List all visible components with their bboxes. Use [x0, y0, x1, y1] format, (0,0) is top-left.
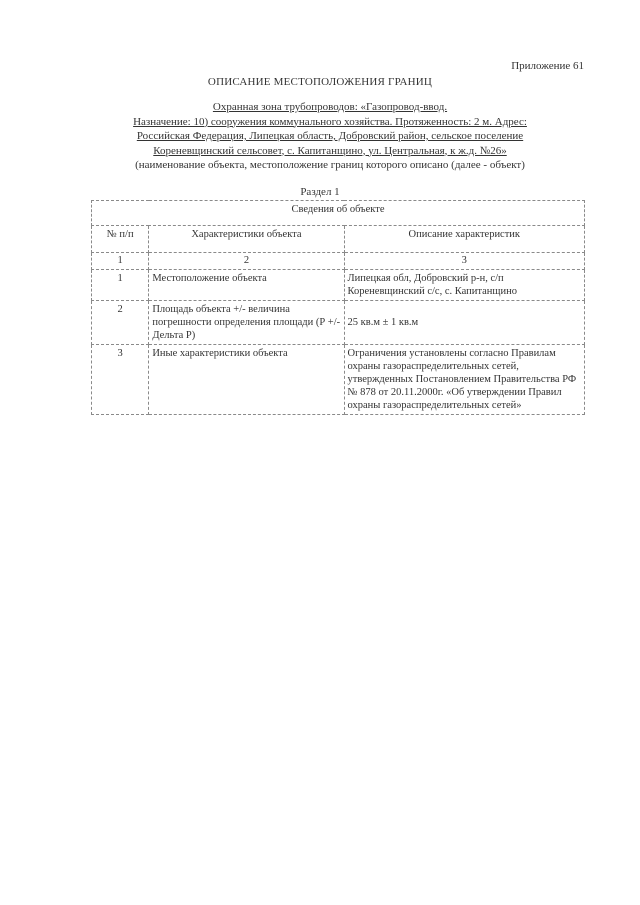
header-characteristic: Характеристики объекта	[149, 226, 344, 253]
document-title: ОПИСАНИЕ МЕСТОПОЛОЖЕНИЯ ГРАНИЦ	[207, 76, 433, 88]
row-characteristic: Иные характеристики объекта	[149, 345, 344, 415]
table-row	[92, 301, 585, 345]
object-line-4: Кореневщинский сельсовет, с. Капитанщино, ул. Центральная, к ж.д. №26»	[153, 144, 507, 157]
column-number-1: 1	[92, 253, 149, 270]
row-number: 1	[92, 270, 149, 301]
table-column-numbers-row	[92, 253, 585, 270]
row-description: Липецкая обл, Добровский р-н, с/п Кореневщинский с/с, с. Капитанщино	[344, 270, 584, 301]
object-caption: (наименование объекта, местоположение границ которого описано (далее - объект)	[135, 159, 525, 171]
header-number: № п/п	[92, 226, 149, 253]
row-characteristic: Местоположение объекта	[149, 270, 344, 301]
column-number-2: 2	[149, 253, 344, 270]
row-number: 2	[92, 301, 149, 345]
table-caption-row	[92, 201, 585, 226]
object-description	[110, 100, 550, 173]
object-info-table	[91, 200, 585, 415]
row-description: Ограничения установлены согласно Правилам охраны газораспределительных сетей, утвержденных Постановлением Правительства РФ № 878 от 20.11.2000г. «Об утверждении Правил охраны газораспределительных сетей»	[344, 345, 584, 415]
row-description: 25 кв.м ± 1 кв.м	[344, 301, 584, 345]
section-label: Раздел 1	[300, 186, 340, 198]
table-row	[92, 270, 585, 301]
row-number: 3	[92, 345, 149, 415]
header-description: Описание характеристик	[344, 226, 584, 253]
object-line-1: Охранная зона трубопроводов: «Газопровод-ввод.	[212, 101, 448, 113]
table-caption: Сведения об объекте	[92, 201, 585, 226]
column-number-3: 3	[344, 253, 584, 270]
object-line-2: Назначение: 10) сооружения коммунального хозяйства. Протяженность: 2 м. Адрес:	[133, 115, 527, 128]
row-characteristic: Площадь объекта +/- величина погрешности определения площади (Р +/- Дельта Р)	[149, 301, 344, 345]
appendix-label: Приложение 61	[511, 60, 584, 72]
table-row	[92, 345, 585, 415]
object-line-3: Российская Федерация, Липецкая область, Добровский район, сельское поселение	[136, 130, 524, 142]
table-header-row	[92, 226, 585, 253]
